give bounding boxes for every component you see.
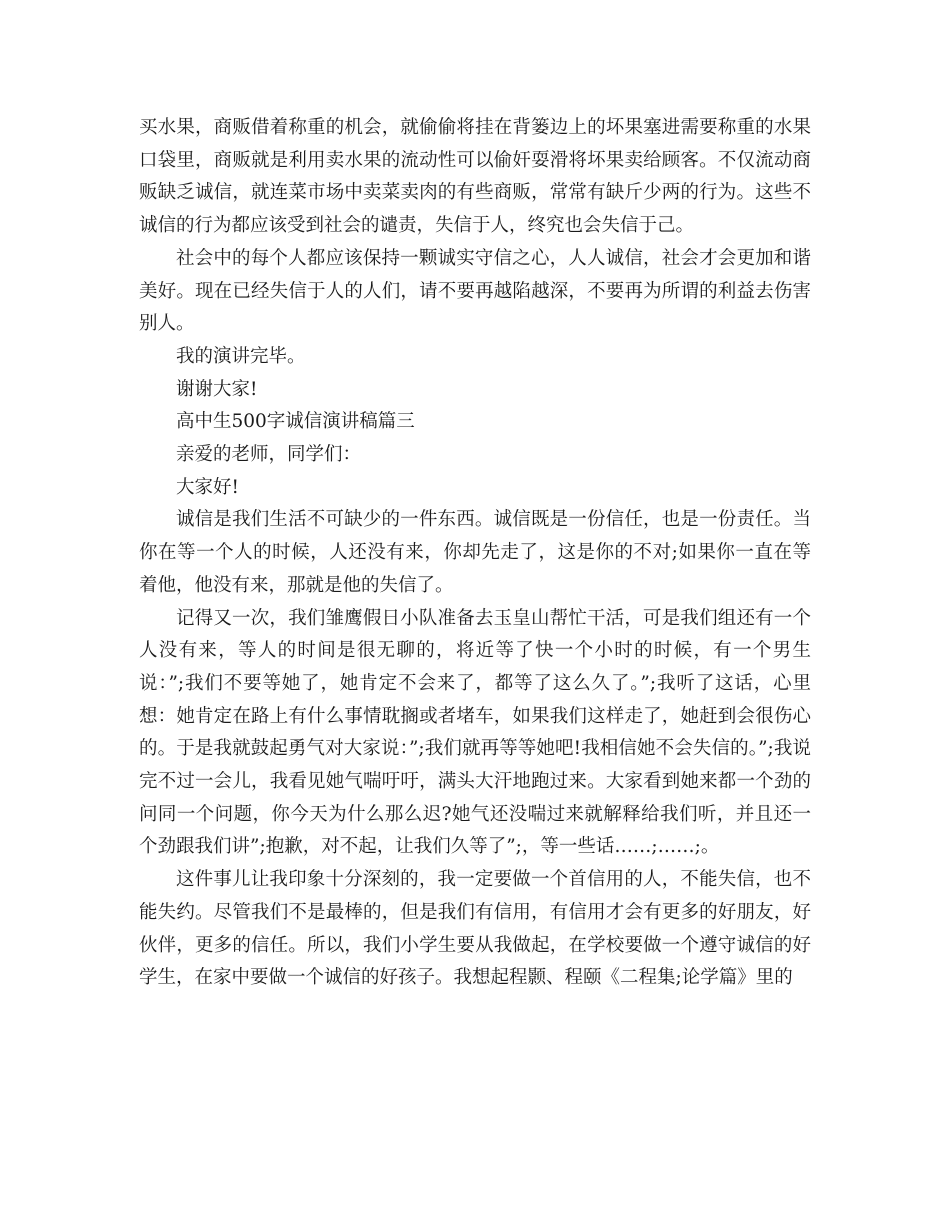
section-title: 高中生500字诚信演讲稿篇三 <box>176 411 415 433</box>
paragraph: 诚信是我们生活不可缺少的一件东西。诚信既是一份信任，也是一份责任。当你在等一个人的时候，人还没有来，你却先走了，这是你的不对;如果你一直在等着他，他没有来，那就是他的失信了。 <box>139 509 811 596</box>
paragraph-continuation: 买水果，商贩借着称重的机会，就偷偷将挂在背篓边上的坏果塞进需要称重的水果口袋里，商贩就是利用卖水果的流动性可以偷奸耍滑将坏果卖给顾客。不仅流动商贩缺乏诚信，就连菜市场中卖菜卖肉的有些商贩，常常有缺斤少两的行为。这些不诚信的行为都应该受到社会的谴责，失信于人，终究也会失信于己。 <box>139 117 811 237</box>
paragraph: 谢谢大家! <box>176 378 258 400</box>
paragraph: 记得又一次，我们雏鹰假日小队准备去玉皇山帮忙干活，可是我们组还有一个人没有来，等人的时间是很无聊的，将近等了快一个小时的时候，有一个男生说：”;我们不要等她了，她肯定不会来了，都等了这么久了。”;我听了这话，心里想：她肯定在路上有什么事情耽搁或者堵车，如果我们这样走了，她赶到会很伤心的。于是我就鼓起勇气对大家说：”;我们就再等等她吧!我相信她不会失信的。”;我说完不过一会儿，我看见她气喘吁吁，满头大汗地跑过来。大家看到她来都一个劲的问同一个问题，你今天为什么那么迟?她气还没喘过来就解释给我们听，并且还一个劲跟我们讲”;抱歉，对不起，让我们久等了”;，等一些话……;……;。 <box>139 607 811 858</box>
salutation: 亲爱的老师，同学们： <box>176 444 362 466</box>
document-body <box>139 112 811 995</box>
greeting: 大家好! <box>176 476 239 498</box>
paragraph: 这件事儿让我印象十分深刻的，我一定要做一个首信用的人，不能失信，也不能失约。尽管我们不是最棒的，但是我们有信用，有信用才会有更多的好朋友，好伙伴，更多的信任。所以，我们小学生要从我做起，在学校要做一个遵守诚信的好学生，在家中要做一个诚信的好孩子。我想起程颢、程颐《二程集;论学篇》里的 <box>139 869 811 989</box>
paragraph: 我的演讲完毕。 <box>176 345 306 367</box>
paragraph: 社会中的每个人都应该保持一颗诚实守信之心，人人诚信，社会才会更加和谐美好。现在已经失信于人的人们，请不要再越陷越深，不要再为所谓的利益去伤害别人。 <box>139 247 811 335</box>
